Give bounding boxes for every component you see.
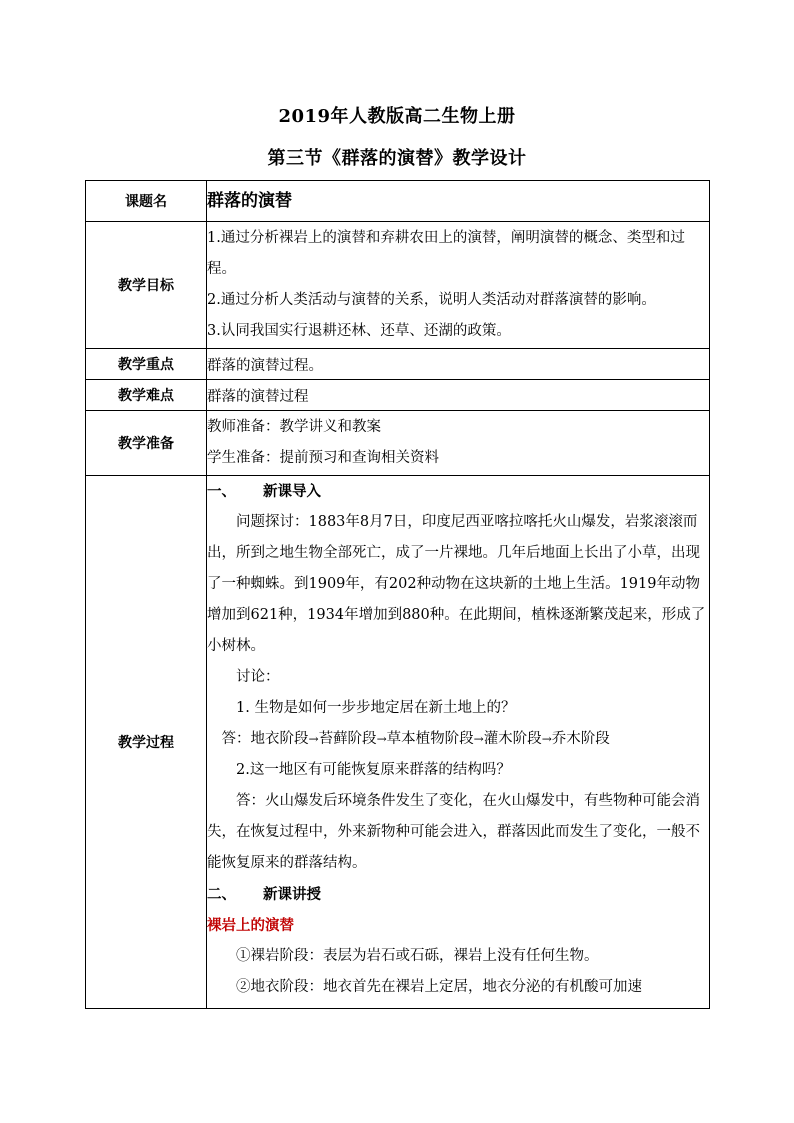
preparation-label: 教学准备 (86, 411, 207, 476)
section-number: 一、 (207, 483, 236, 500)
difficulty-value: 群落的演替过程 (207, 380, 710, 411)
stage-name: 地衣阶段 (250, 731, 309, 747)
question-2: 2.这一地区有可能恢复原来群落的结构吗？ (236, 762, 511, 778)
process-row (86, 476, 710, 1009)
answer-1 (207, 724, 709, 755)
objective-item: 1.通过分析裸岩上的演替和弃耕农田上的演替，阐明演替的概念、类型和过程。 (207, 230, 685, 277)
document-title: 2019年人教版高二生物上册 (278, 106, 516, 127)
preparation-cell (207, 411, 710, 476)
discussion-label: 讨论： (236, 669, 280, 685)
preparation-student: 学生准备：提前预习和查询相关资料 (207, 450, 439, 466)
topic-value: 群落的演替 (207, 191, 292, 211)
topic-cell (207, 181, 710, 222)
arrow-right-icon: → (473, 732, 484, 746)
section-heading-lecture (207, 879, 709, 910)
difficulty-row (86, 380, 710, 411)
stage-lichen: ②地衣阶段：地衣首先在裸岩上定居，地衣分泌的有机酸可加速 (236, 979, 642, 995)
stage-name: 草本植物阶段 (386, 731, 474, 747)
key-point-row (86, 349, 710, 380)
stage-name: 苔藓阶段 (318, 731, 377, 747)
intro-paragraph: 问题探讨：1883年8月7日，印度尼西亚喀拉喀托火山爆发，岩浆滚滚而出，所到之地生物全部死亡，成了一片裸地。几年后地面上长出了小草，出现了一种蜘蛛。到1909年，有202种动物在这块新的土地上生活。1919年动物增加到621种，1934年增加到880种。在此期间，植株逐渐繁茂起来，形成了小树林。 (207, 514, 706, 654)
question-1: 1. 生物是如何一步步地定居在新土地上的？ (236, 700, 516, 716)
objective-item: 2.通过分析人类活动与演替的关系，说明人类活动对群落演替的影响。 (207, 292, 656, 308)
process-cell (207, 476, 710, 1009)
stage-bare-rock: ①裸岩阶段：表层为岩石或石砾，裸岩上没有任何生物。 (236, 948, 599, 964)
topic-label: 课题名 (86, 181, 207, 222)
stage-name: 灌木阶段 (483, 731, 542, 747)
section-number: 二、 (207, 886, 236, 903)
section-heading-intro (207, 476, 709, 507)
arrow-right-icon: → (376, 732, 387, 746)
key-point-label: 教学重点 (86, 349, 207, 380)
objective-item: 3.认同我国实行退耕还林、还草、还湖的政策。 (207, 323, 511, 339)
key-point-value: 群落的演替过程。 (207, 349, 710, 380)
process-label: 教学过程 (86, 476, 207, 1009)
arrow-right-icon: → (541, 732, 552, 746)
bare-rock-heading: 裸岩上的演替 (207, 917, 294, 934)
document-subtitle: 第三节《群落的演替》教学设计 (267, 148, 527, 169)
arrow-right-icon: → (308, 732, 319, 746)
stage-name: 乔木阶段 (551, 731, 610, 747)
preparation-row (86, 411, 710, 476)
difficulty-label: 教学难点 (86, 380, 207, 411)
objectives-cell (207, 222, 710, 349)
objectives-label: 教学目标 (86, 222, 207, 349)
preparation-teacher: 教师准备：教学讲义和教案 (207, 419, 381, 435)
answer-2: 答：火山爆发后环境条件发生了变化，在火山爆发中，有些物种可能会消失，在恢复过程中，外来新物种可能会进入，群落因此而发生了变化，一般不能恢复原来的群落结构。 (207, 793, 700, 871)
topic-row (86, 181, 710, 222)
section-title: 新课讲授 (263, 886, 321, 903)
objectives-row (86, 222, 710, 349)
answer-prefix: 答： (221, 731, 251, 747)
section-title: 新课导入 (263, 483, 321, 500)
lesson-plan-table (85, 180, 710, 1009)
